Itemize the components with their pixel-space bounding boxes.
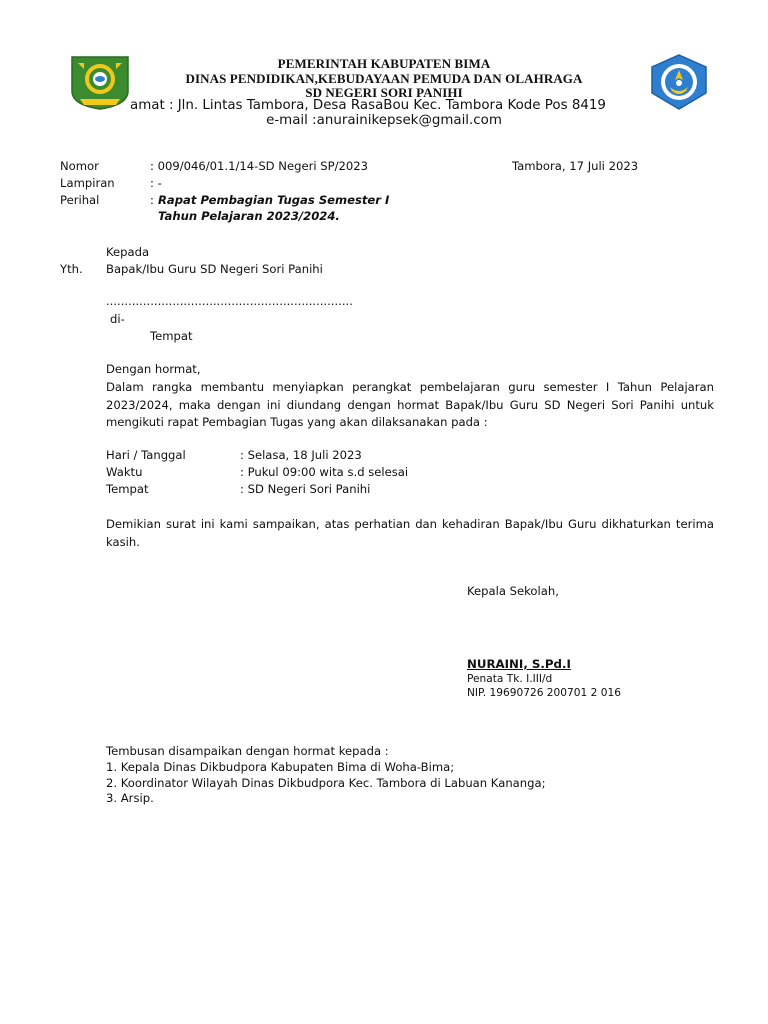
event-place-value: : SD Negeri Sori Panihi xyxy=(240,482,371,496)
event-place-label: Tempat xyxy=(106,482,149,496)
greeting: Dengan hormat, xyxy=(106,362,201,376)
header-address: amat : Jln. Lintas Tambora, Desa RasaBou Kec. Tambora Kode Pos 8419 xyxy=(130,98,606,113)
header-school: SD NEGERI SORI PANIHI xyxy=(305,85,463,100)
header-government: PEMERINTAH KABUPATEN BIMA xyxy=(277,56,491,71)
signature-name: NURAINI, S.Pd.I xyxy=(467,657,571,671)
tembusan-item: 3. Arsip. xyxy=(106,791,154,805)
recipient-di: di- xyxy=(110,312,125,326)
signature-title: Kepala Sekolah, xyxy=(467,584,559,598)
tembusan-item: 1. Kepala Dinas Dikbudpora Kabupaten Bima di Woha-Bima; xyxy=(106,760,455,774)
nomor-label: Nomor xyxy=(60,159,99,173)
place-date: Tambora, 17 Juli 2023 xyxy=(512,159,639,173)
perihal-line2: Tahun Pelajaran 2023/2024. xyxy=(158,209,340,223)
event-time-label: Waktu xyxy=(106,465,143,479)
yth: Yth. xyxy=(60,262,83,276)
header-agency: DINAS PENDIDIKAN,KEBUDAYAAN PEMUDA DAN OLAHRAGA xyxy=(185,71,583,86)
closing-paragraph: Demikian surat ini kami sampaikan, atas perhatian dan kehadiran Bapak/Ibu Guru dikhaturkan terima kasih. xyxy=(106,517,714,549)
event-time-value: : Pukul 09:00 wita s.d selesai xyxy=(240,465,409,479)
event-date-label: Hari / Tanggal xyxy=(106,448,186,462)
perihal-label: Perihal xyxy=(60,193,100,207)
signature-nip: NIP. 19690726 200701 2 016 xyxy=(467,687,621,699)
lampiran-label: Lampiran xyxy=(60,176,115,190)
perihal-line1: Rapat Pembagian Tugas Semester I xyxy=(158,193,390,207)
tembusan-item: 2. Koordinator Wilayah Dinas Dikbudpora Kec. Tambora di Labuan Kananga; xyxy=(106,776,546,790)
perihal-colon: : xyxy=(150,193,154,207)
recipient-name: Bapak/Ibu Guru SD Negeri Sori Panihi xyxy=(106,262,323,276)
kepada: Kepada xyxy=(106,245,150,259)
event-date-value: : Selasa, 18 Juli 2023 xyxy=(240,448,362,462)
header-email: e-mail :anurainikepsek@gmail.com xyxy=(266,113,502,128)
paragraph-invitation: Dalam rangka membantu menyiapkan perangkat pembelajaran guru semester I Tahun Pelajaran 2023/2024, maka dengan ini diundang dengan hormat Bapak/Ibu Guru SD Negeri Sori Panihi untuk mengikuti rapat Pembagian Tugas yang akan dilaksanakan pada : xyxy=(106,380,714,429)
signature-rank: Penata Tk. I.III/d xyxy=(467,673,553,685)
lampiran-value: : - xyxy=(150,176,162,190)
recipient-dots: ................................................................... xyxy=(106,294,353,308)
tembusan-intro: Tembusan disampaikan dengan hormat kepada : xyxy=(106,744,389,758)
nomor-value: : 009/046/01.1/14-SD Negeri SP/2023 xyxy=(150,159,369,173)
recipient-tempat: Tempat xyxy=(150,329,193,343)
